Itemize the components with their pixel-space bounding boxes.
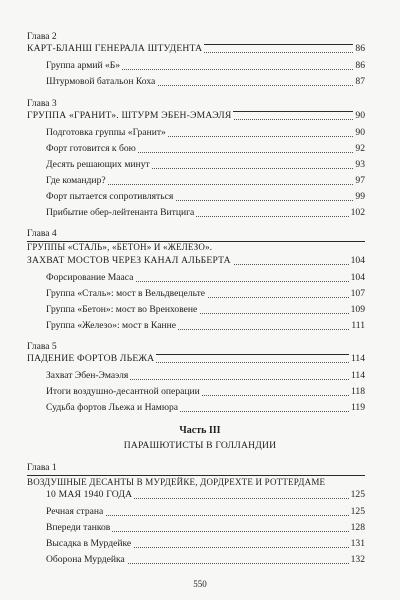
toc-entry-chapter-title (27, 255, 365, 267)
page-ref: 118 (350, 386, 365, 397)
chapter-label: Глава 4 (27, 228, 57, 239)
toc-entry (46, 538, 365, 550)
toc-entry (46, 554, 365, 566)
section-title: Прибытие обер-лейтенанта Витцига (46, 207, 195, 218)
section-title: Впереди танков (46, 522, 111, 533)
chapter-title: ГРУППА «ГРАНИТ». ШТУРМ ЭБЕН-ЭМАЭЛЯ (27, 110, 232, 121)
section-title: Группа «Бетон»: мост во Вренховене (46, 304, 198, 315)
chapter-label: Глава 3 (27, 98, 57, 109)
toc-entry (46, 320, 365, 332)
chapter-title: ПАДЕНИЕ ФОРТОВ ЛЬЕЖА (27, 353, 155, 364)
page-ref: 132 (350, 554, 365, 565)
page-ref: 111 (351, 320, 365, 331)
toc-entry (46, 370, 365, 382)
part-label: Часть III (179, 425, 221, 436)
section-title: Группа «Железо»: мост в Канне (46, 320, 176, 331)
toc-entry (46, 522, 365, 534)
page-ref: 97 (355, 175, 365, 186)
toc-entry (46, 402, 365, 414)
toc-entry (46, 386, 365, 398)
chapter-label: Глава 5 (27, 341, 57, 352)
chapter-label: Глава 2 (27, 31, 57, 42)
page-ref: 114 (350, 353, 365, 364)
section-title: Десять решающих минут (46, 159, 150, 170)
section-title: Группа армий «Б» (46, 60, 121, 71)
chapter-title-line1: ГРУППЫ «СТАЛЬ», «БЕТОН» И «ЖЕЛЕЗО». (27, 242, 213, 252)
toc-entry (46, 288, 365, 300)
page-ref: 102 (350, 207, 365, 218)
page-ref: 86 (355, 60, 365, 71)
chapter-title-line2: 10 МАЯ 1940 ГОДА (46, 489, 133, 500)
page-ref: 99 (355, 191, 365, 202)
page-ref: 119 (350, 402, 365, 413)
section-title: Захват Эбен-Эмаэля (46, 370, 129, 381)
section-title: Форт пытается сопротивляться (46, 191, 174, 202)
toc-entry (46, 60, 365, 72)
section-title: Высадка в Мурдейке (46, 538, 132, 549)
section-title: Форсирование Мааса (46, 272, 134, 283)
page-ref: 93 (355, 159, 365, 170)
toc-entry-chapter-title (27, 353, 365, 365)
toc-entry (46, 304, 365, 316)
section-title: Судьба фортов Льежа и Намюра (46, 402, 179, 413)
page-ref: 87 (355, 76, 365, 87)
section-title: Подготовка группы «Гранит» (46, 127, 166, 138)
page-ref: 90 (355, 127, 365, 138)
part-title: ПАРАШЮТИСТЫ В ГОЛЛАНДИИ (123, 440, 277, 451)
toc-entry (46, 127, 365, 139)
section-title: Штурмовой батальон Коха (46, 76, 156, 87)
page-ref: 128 (350, 522, 365, 533)
section-title: Где командир? (46, 175, 106, 186)
toc-entry (46, 175, 365, 187)
page-ref: 92 (355, 143, 365, 154)
toc-entry (46, 143, 365, 155)
toc-entry (46, 207, 365, 219)
section-title: Речная страна (46, 506, 104, 517)
toc-entry-chapter-title (27, 43, 365, 55)
section-title: Группа «Сталь»: мост в Вельдвецельте (46, 288, 206, 299)
section-title: Итоги воздушно-десантной операции (46, 386, 200, 397)
page-ref: 86 (355, 43, 365, 54)
page-ref: 125 (350, 489, 365, 500)
page-ref: 104 (350, 255, 365, 266)
chapter-title-line1: ВОЗДУШНЫЕ ДЕСАНТЫ В МУРДЕЙКЕ, ДОРДРЕХТЕ И РОТТЕРДАМЕ (27, 477, 326, 487)
toc-entry (46, 159, 365, 171)
toc-entry-chapter-title (46, 489, 365, 501)
page-ref: 107 (350, 288, 365, 299)
page-ref: 131 (350, 538, 365, 549)
chapter-title: КАРТ-БЛАНШ ГЕНЕРАЛА ШТУДЕНТА (27, 43, 203, 54)
page-ref: 114 (350, 370, 365, 381)
toc-entry-chapter-title (27, 110, 365, 122)
section-title: Оборона Мурдейка (46, 554, 125, 565)
page-ref: 90 (355, 110, 365, 121)
page-ref: 125 (350, 506, 365, 517)
page-ref: 104 (350, 272, 365, 283)
chapter-title-line2: ЗАХВАТ МОСТОВ ЧЕРЕЗ КАНАЛ АЛЬБЕРТА (27, 255, 231, 266)
page-ref: 109 (350, 304, 365, 315)
toc-entry (46, 191, 365, 203)
toc-entry (46, 76, 365, 88)
toc-entry (46, 506, 365, 518)
toc-entry (46, 272, 365, 284)
chapter-label: Глава 1 (27, 462, 57, 473)
section-title: Форт готовится к бою (46, 143, 136, 154)
page-number: 550 (193, 579, 207, 589)
